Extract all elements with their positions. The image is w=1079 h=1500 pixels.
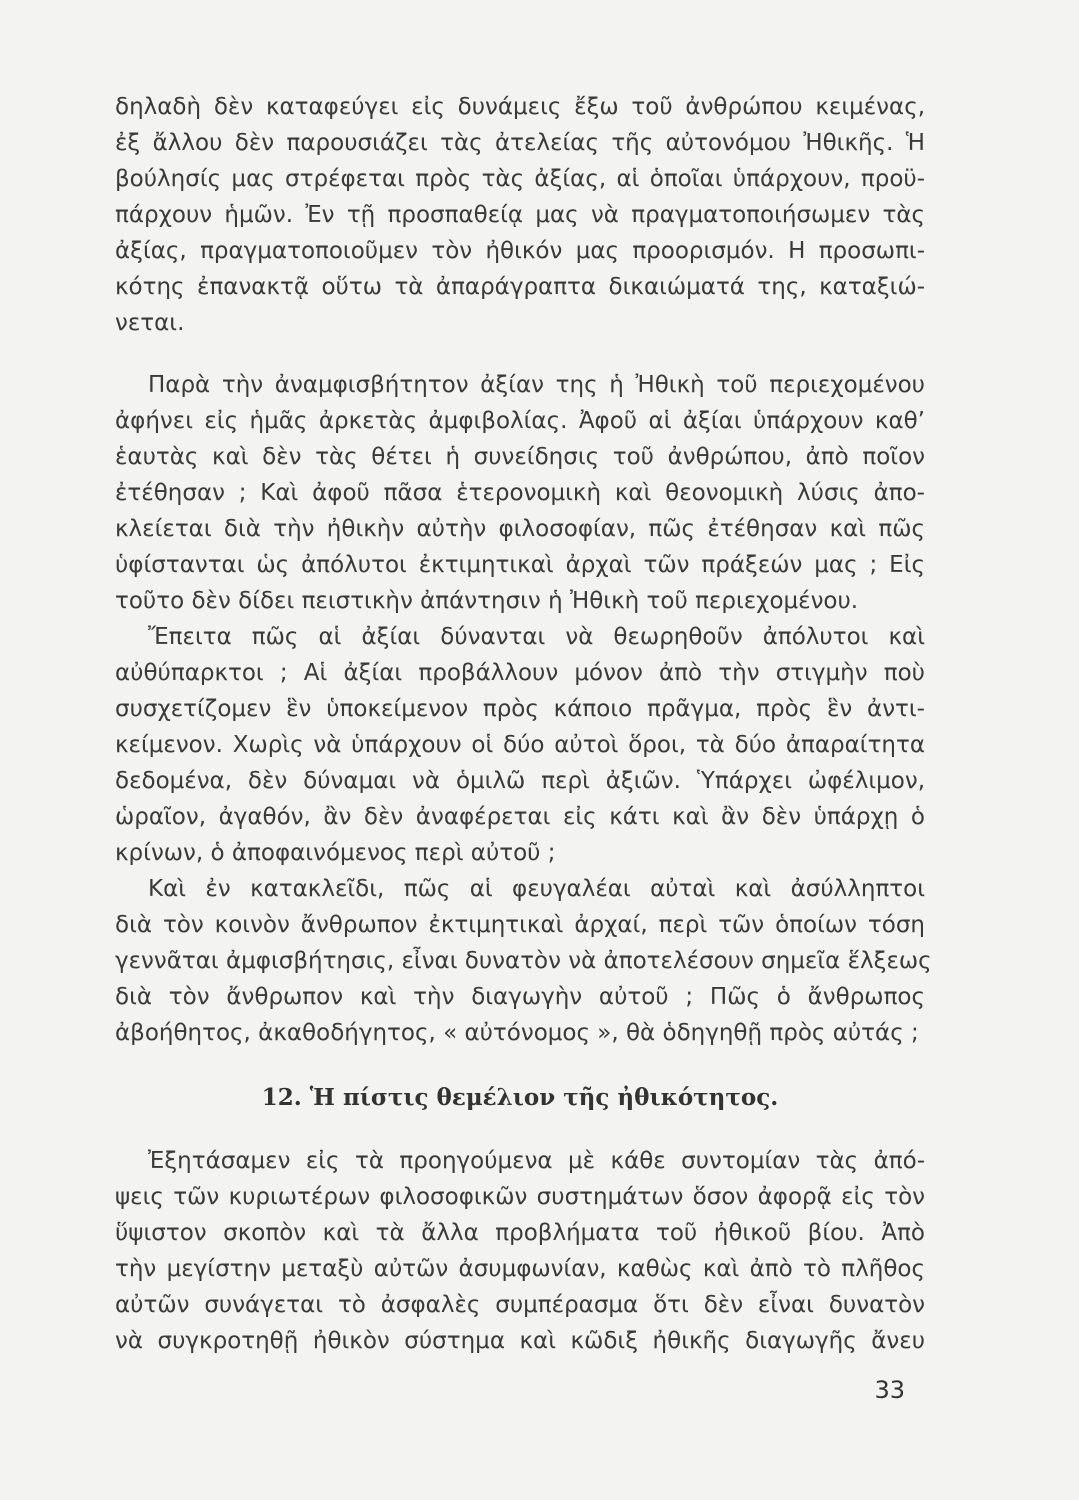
paragraph [115, 619, 925, 871]
text-line: τὴν μεγίστην μεταξὺ αὐτῶν ἀσυμφωνίαν, καθὼς καὶ ἀπὸ τὸ πλῆθος [115, 1256, 925, 1282]
text-line: Ἔπειτα πῶς αἱ ἀξίαι δύνανται νὰ θεωρηθοῦν ἀπόλυτοι καὶ [148, 624, 925, 650]
text-line: κρίνων, ὁ ἀποφαινόμενος περὶ αὐτοῦ ; [115, 840, 556, 866]
paragraph [115, 871, 932, 1051]
text-line: ἀβοήθητος, ἀκαθοδήγητος, « αὐτόνομος », θὰ ὁδηγηθῇ πρὸς αὐτάς ; [115, 1020, 919, 1046]
text-line: κότης ἐπανακτᾷ οὕτω τὰ ἀπαράγραπτα δικαιώματά της, καταξιώ- [115, 274, 925, 300]
text-line: τοῦτο δὲν δίδει πειστικὴν ἀπάντησιν ἡ Ἠθικὴ τοῦ περιεχομένου. [115, 588, 859, 614]
text-line: κείμενον. Χωρὶς νὰ ὑπάρχουν οἱ δύο αὐτοὶ ὅροι, τὰ δύο ἀπαραίτητα [115, 732, 925, 758]
text-line: ἐξ ἄλλου δὲν παρουσιάζει τὰς ἀτελείας τῆς αὐτονόμου Ἠθικῆς. Ἡ [115, 130, 925, 156]
text-line: Ἐξητάσαμεν εἰς τὰ προηγούμενα μὲ κάθε συντομίαν τὰς ἀπό- [148, 1148, 925, 1174]
text-line: δεδομένα, δὲν δύναμαι νὰ ὁμιλῶ περὶ ἀξιῶν. Ὑπάρχει ὠφέλιμον, [115, 768, 925, 794]
text-line: πάρχουν ἡμῶν. Ἐν τῇ προσπαθείᾳ μας νὰ πραγματοποιήσωμεν τὰς [115, 202, 925, 228]
paragraph [115, 1143, 925, 1359]
text-block-top [115, 89, 925, 341]
text-line: νεται. [115, 310, 185, 336]
text-block-middle [115, 367, 932, 1051]
text-line: ψεις τῶν κυριωτέρων φιλοσοφικῶν συστημάτων ὅσον ἀφορᾷ εἰς τὸν [115, 1184, 925, 1210]
text-line: Παρὰ τὴν ἀναμφισβήτητον ἀξίαν της ἡ Ἠθικὴ τοῦ περιεχομένου [148, 372, 925, 398]
text-line: νὰ συγκροτηθῇ ἠθικὸν σύστημα καὶ κῶδιξ ἠθικῆς διαγωγῆς ἄνευ [115, 1328, 925, 1354]
text-line: κλείεται διὰ τὴν ἠθικὴν αὐτὴν φιλοσοφίαν, πῶς ἐτέθησαν καὶ πῶς [115, 516, 925, 542]
text-line: συσχετίζομεν ἓν ὑποκείμενον πρὸς κάποιο πρᾶγμα, πρὸς ἓν ἀντι- [115, 696, 925, 722]
text-line: ὕψιστον σκοπὸν καὶ τὰ ἄλλα προβλήματα τοῦ ἠθικοῦ βίου. Ἀπὸ [115, 1220, 925, 1246]
section-heading: 12. Ἡ πίστις θεμέλιον τῆς ἠθικότητος. [261, 1084, 779, 1111]
text-line: διὰ τὸν κοινὸν ἄνθρωπον ἐκτιμητικαὶ ἀρχαί, περὶ τῶν ὁποίων τόση [115, 912, 925, 938]
text-line: δηλαδὴ δὲν καταφεύγει εἰς δυνάμεις ἔξω τοῦ ἀνθρώπου κειμένας, [115, 94, 925, 120]
page-number: 33 [874, 1376, 905, 1404]
text-line: ἀφήνει εἰς ἡμᾶς ἀρκετὰς ἀμφιβολίας. Ἀφοῦ αἱ ἀξίαι ὑπάρχουν καθ’ [115, 408, 925, 434]
text-line: Καὶ ἐν κατακλεῖδι, πῶς αἱ φευγαλέαι αὐταὶ καὶ ἀσύλληπτοι [148, 876, 925, 902]
text-line: ὑφίστανται ὡς ἀπόλυτοι ἐκτιμητικαὶ ἀρχαὶ τῶν πράξεών μας ; Εἰς [115, 552, 925, 578]
text-line: ἀξίας, πραγματοποιοῦμεν τὸν ἠθικόν μας προορισμόν. Η προσωπι- [115, 238, 925, 264]
paragraph [115, 89, 925, 341]
text-line: βούλησίς μας στρέφεται πρὸς τὰς ἀξίας, αἱ ὁποῖαι ὑπάρχουν, προϋ- [115, 166, 925, 192]
paragraph [115, 367, 925, 619]
text-line: ἐτέθησαν ; Καὶ ἀφοῦ πᾶσα ἑτερονομικὴ καὶ θεονομικὴ λύσις ἀπο- [115, 480, 925, 506]
text-line: αὐθύπαρκτοι ; Αἱ ἀξίαι προβάλλουν μόνον ἀπὸ τὴν στιγμὴν ποὺ [115, 660, 925, 686]
text-line: γεννᾶται ἀμφισβήτησις, εἶναι δυνατὸν νὰ ἀποτελέσουν σημεῖα ἕλξεως [115, 948, 932, 974]
text-line: διὰ τὸν ἄνθρωπον καὶ τὴν διαγωγὴν αὐτοῦ ; Πῶς ὁ ἄνθρωπος [115, 984, 925, 1010]
text-line: αὐτῶν συνάγεται τὸ ἀσφαλὲς συμπέρασμα ὅτι δὲν εἶναι δυνατὸν [115, 1292, 925, 1318]
text-line: ὡραῖον, ἀγαθόν, ἂν δὲν ἀναφέρεται εἰς κάτι καὶ ἂν δὲν ὑπάρχῃ ὁ [115, 804, 925, 830]
text-block-bottom [115, 1143, 925, 1359]
text-line: ἑαυτὰς καὶ δὲν τὰς θέτει ἡ συνείδησις τοῦ ἀνθρώπου, ἀπὸ ποῖον [115, 444, 925, 470]
